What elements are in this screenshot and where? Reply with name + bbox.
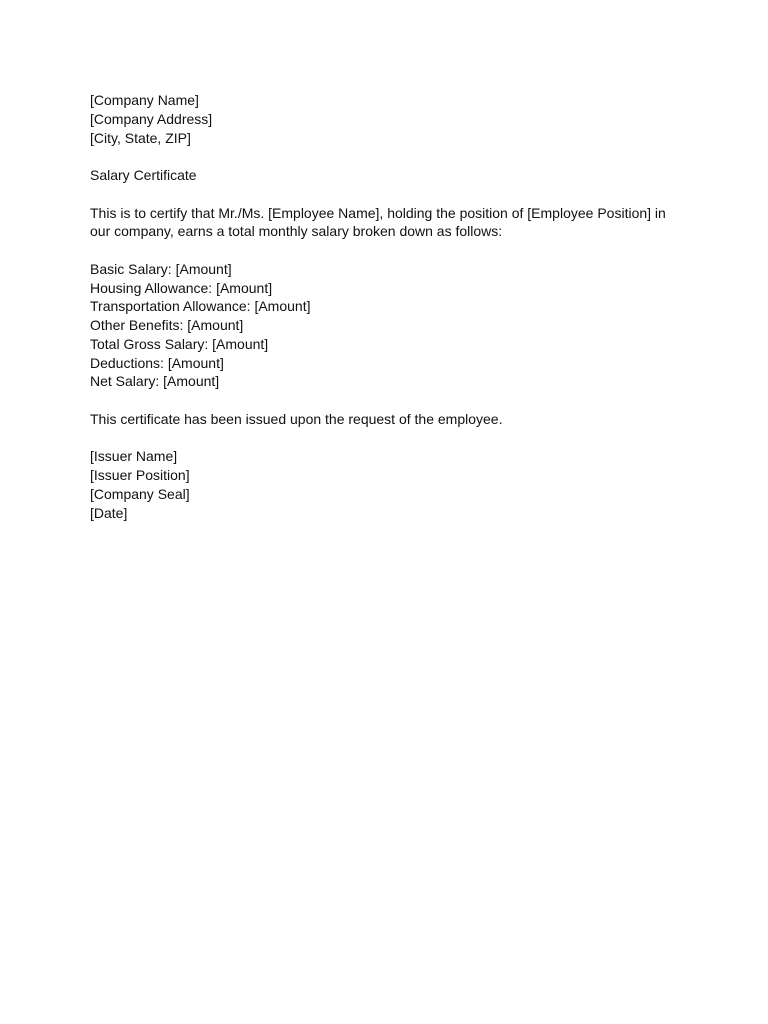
document-page xyxy=(90,91,690,522)
company-name: [Company Name] xyxy=(90,92,199,108)
issue-date: [Date] xyxy=(90,504,128,521)
issuer-position: [Issuer Position] xyxy=(90,467,190,483)
salary-item-deductions: Deductions: [Amount] xyxy=(90,354,224,371)
closing-statement: This certificate has been issued upon the request of the employee. xyxy=(90,410,503,427)
salary-item-total-gross: Total Gross Salary: [Amount] xyxy=(90,335,269,352)
document-title: Salary Certificate xyxy=(90,167,197,183)
intro-line-1: This is to certify that Mr./Ms. [Employee Name], holding the position of [Employee Position] in xyxy=(90,204,666,221)
salary-item-transportation: Transportation Allowance: [Amount] xyxy=(90,298,311,315)
salary-breakdown-list xyxy=(90,260,690,391)
city-state-zip: [City, State, ZIP] xyxy=(90,129,191,146)
company-seal: [Company Seal] xyxy=(90,485,190,502)
spacer xyxy=(90,429,690,448)
company-header xyxy=(90,91,690,147)
signature-block xyxy=(90,447,690,522)
salary-item-basic: Basic Salary: [Amount] xyxy=(90,260,232,277)
intro-paragraph xyxy=(90,204,690,242)
spacer xyxy=(90,241,690,260)
spacer xyxy=(90,147,690,166)
spacer xyxy=(90,185,690,204)
salary-item-other-benefits: Other Benefits: [Amount] xyxy=(90,317,244,333)
salary-item-housing: Housing Allowance: [Amount] xyxy=(90,279,273,296)
spacer xyxy=(90,391,690,410)
intro-line-2: our company, earns a total monthly salary broken down as follows: xyxy=(90,223,503,240)
issuer-name: [Issuer Name] xyxy=(90,448,178,465)
salary-item-net: Net Salary: [Amount] xyxy=(90,373,220,390)
company-address: [Company Address] xyxy=(90,110,213,127)
